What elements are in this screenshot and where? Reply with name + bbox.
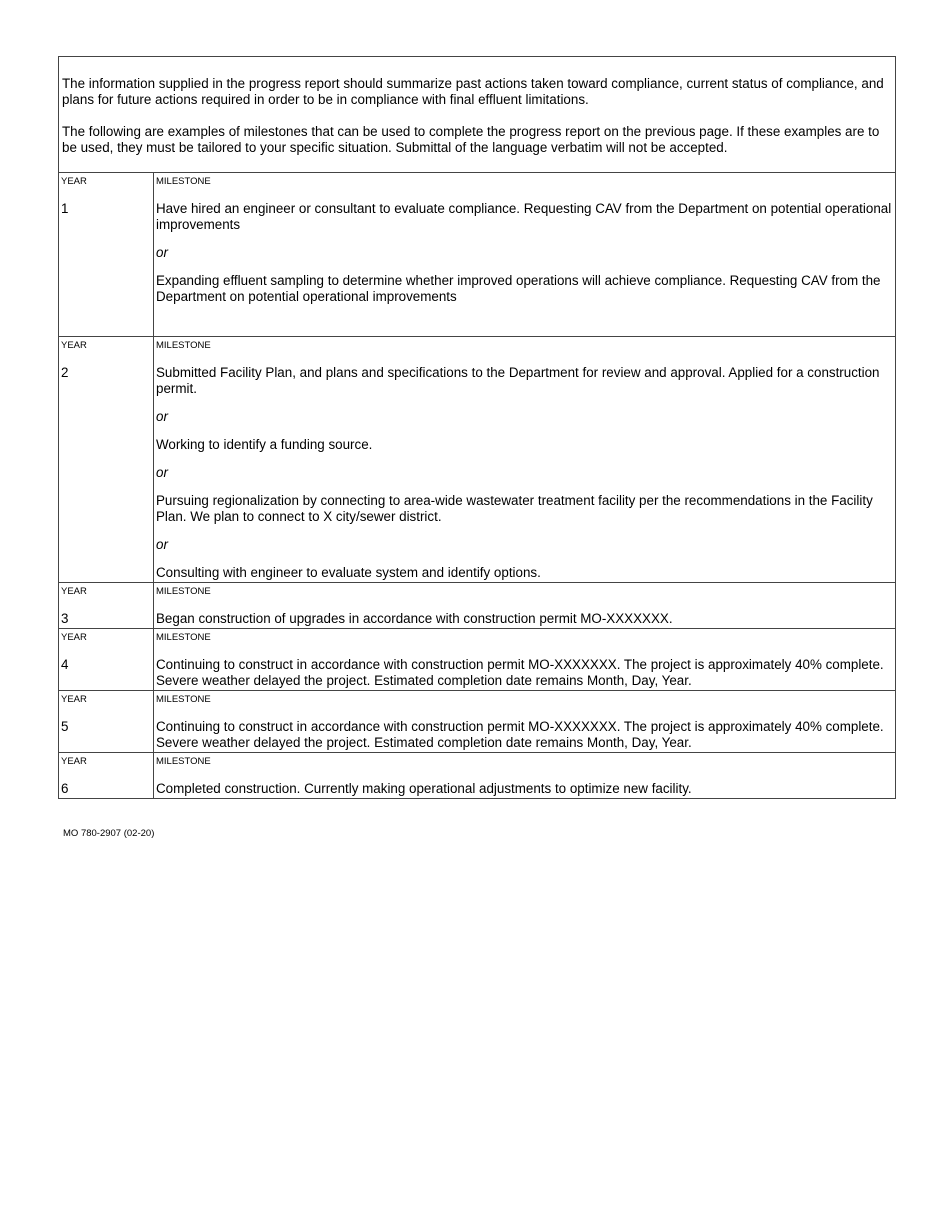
milestone-text: Submitted Facility Plan, and plans and specifications to the Department for review and approval. Applied for a construction permit. [156,365,880,396]
year-label: YEAR [61,632,87,643]
intro-paragraph-1: The information supplied in the progress report should summarize past actions taken toward compliance, current status of compliance, and plans for future actions required in order to be in compliance with final effluent limitations. [62,76,884,107]
milestone-text: Expanding effluent sampling to determine whether improved operations will achieve compliance. Requesting CAV from the Department on potential operational improvements [156,273,881,304]
milestone-text: Began construction of upgrades in accordance with construction permit MO-XXXXXXX. [156,611,673,626]
milestone-text: Have hired an engineer or consultant to evaluate compliance. Requesting CAV from the Department on potential operational improvements [156,201,892,232]
or-separator: or [156,245,168,260]
milestone-cell [154,583,895,628]
milestone-table [59,173,895,799]
milestone-label: MILESTONE [156,586,211,597]
intro-paragraph-2: The following are examples of milestones that can be used to complete the progress report on the previous page. If these examples are to be used, they must be tailored to your specific situation. Submittal of the language verbatim will not be accepted. [62,124,880,155]
year-value: 5 [61,719,69,734]
milestone-text: Continuing to construct in accordance with construction permit MO-XXXXXXX. The project is approximately 40% complete. Severe weather delayed the project. Estimated completion date remains Month, Day, Year. [156,657,884,688]
year-cell [59,691,154,752]
milestone-label: MILESTONE [156,756,211,767]
year-value: 6 [61,781,69,796]
milestone-row [59,173,895,337]
milestone-cell [154,629,895,690]
intro-section [59,57,895,173]
year-label: YEAR [61,694,87,705]
milestone-row [59,629,895,691]
year-cell [59,753,154,798]
form-number: MO 780-2907 (02-20) [63,828,155,839]
year-label: YEAR [61,586,87,597]
year-value: 3 [61,611,69,626]
year-cell [59,629,154,690]
milestone-row [59,691,895,753]
year-value: 4 [61,657,69,672]
milestone-cell [154,337,895,582]
year-cell [59,583,154,628]
milestone-text: Working to identify a funding source. [156,437,373,452]
milestone-cell [154,173,895,336]
or-separator: or [156,537,168,552]
year-label: YEAR [61,340,87,351]
milestone-cell [154,691,895,752]
year-value: 1 [61,201,69,216]
or-separator: or [156,465,168,480]
year-cell [59,337,154,582]
milestone-row [59,583,895,629]
milestone-form [58,56,896,799]
milestone-text: Continuing to construct in accordance with construction permit MO-XXXXXXX. The project is approximately 40% complete. Severe weather delayed the project. Estimated completion date remains Month, Day, Year. [156,719,884,750]
milestone-row [59,337,895,583]
milestone-row [59,753,895,799]
milestone-label: MILESTONE [156,176,211,187]
year-value: 2 [61,365,69,380]
year-label: YEAR [61,756,87,767]
milestone-label: MILESTONE [156,632,211,643]
year-cell [59,173,154,336]
milestone-text: Completed construction. Currently making operational adjustments to optimize new facility. [156,781,692,796]
milestone-label: MILESTONE [156,694,211,705]
year-label: YEAR [61,176,87,187]
or-separator: or [156,409,168,424]
milestone-text: Consulting with engineer to evaluate system and identify options. [156,565,541,580]
milestone-text: Pursuing regionalization by connecting to area-wide wastewater treatment facility per the recommendations in the Facility Plan. We plan to connect to X city/sewer district. [156,493,873,524]
milestone-cell [154,753,895,798]
milestone-label: MILESTONE [156,340,211,351]
